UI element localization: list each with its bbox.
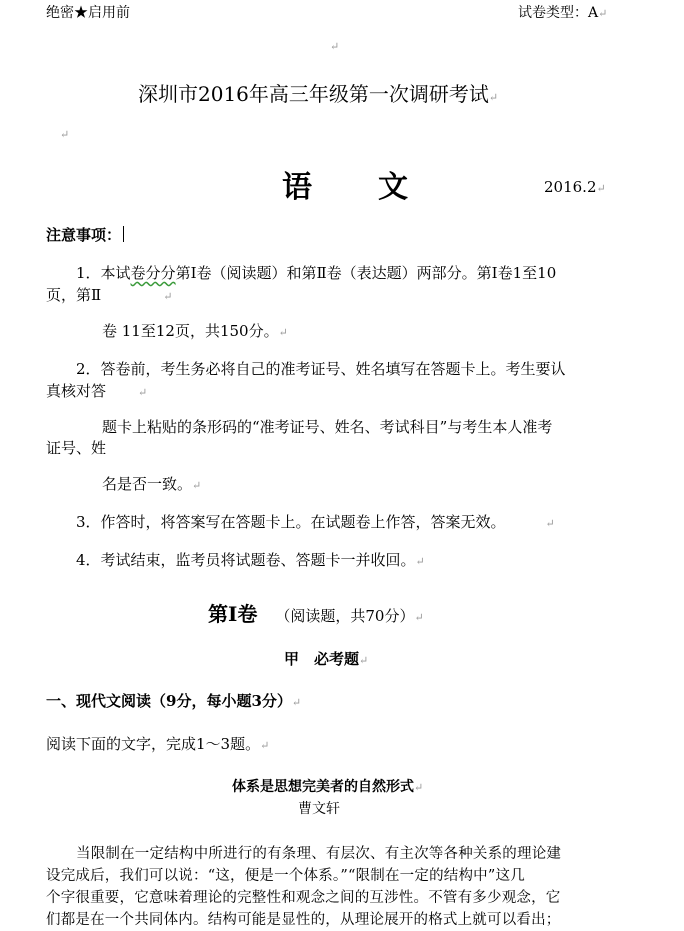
notice-heading — [46, 224, 124, 245]
paragraph-mark-icon: ↵ — [415, 555, 425, 568]
text-cursor — [123, 226, 124, 242]
notice-2-wrap: 真核对答 — [46, 382, 107, 400]
notice-2-line-5 — [102, 473, 201, 494]
article-title — [232, 776, 423, 796]
paragraph-mark-icon: ↵ — [545, 517, 555, 530]
notice-1-line-3 — [102, 320, 288, 341]
notice-1-tail: 第Ⅰ卷（阅读题）和第Ⅱ卷（表达题）两部分。第Ⅰ卷1至10 — [175, 264, 557, 282]
exam-date-text: 2016.2 — [544, 178, 597, 196]
notice-4 — [76, 549, 425, 570]
paragraph-mark-icon: ↵ — [414, 781, 424, 794]
paragraph-mark-icon: ↵ — [414, 611, 424, 624]
paragraph-mark-icon: ↵ — [291, 696, 302, 709]
notice-3-text: 3．作答时，将答案写在答题卡上。在试题卷上作答，答案无效。 — [76, 513, 506, 531]
article-title-text: 体系是思想完美者的自然形式 — [232, 779, 414, 795]
paragraph-mark-icon: ↵ — [330, 40, 340, 53]
paragraph-mark-icon: ↵ — [260, 739, 270, 752]
spelling-squiggle-text: 卷分分 — [130, 264, 176, 282]
paper-type-text: 试卷类型：A — [518, 5, 599, 21]
notice-1-head: 1．本试 — [76, 264, 131, 282]
question-1-heading — [46, 690, 301, 711]
reading-instruction — [46, 733, 269, 754]
notice-1-wrap: 页，第Ⅱ — [46, 286, 102, 304]
notice-1-line-2 — [46, 284, 172, 305]
notice-2-cont: 名是否一致。 — [102, 475, 193, 493]
exam-title-text: 深圳市2016年高三年级第一次调研考试 — [138, 82, 489, 106]
part-1-title — [208, 598, 424, 627]
notice-3 — [76, 511, 555, 532]
paragraph-mark-icon: ↵ — [596, 182, 606, 195]
notice-2-line-4: 证号、姓 — [46, 439, 107, 457]
exam-title — [138, 78, 498, 107]
paper-type-label — [518, 2, 607, 22]
article-author: 曹文轩 — [298, 801, 340, 817]
paragraph-mark-icon: ↵ — [192, 479, 202, 492]
notice-1-line-1 — [76, 262, 556, 283]
article-line-3: 个字很重要，它意味着理论的完整性和观念之间的互涉性。不管有多少观念，它 — [46, 890, 561, 906]
paragraph-mark-icon: ↵ — [359, 654, 369, 667]
paragraph-mark-icon: ↵ — [163, 290, 173, 303]
part-1-title-text: 第Ⅰ卷 — [208, 602, 258, 626]
part-1-subtitle: （阅读题，共70分） — [275, 607, 415, 625]
notice-heading-text: 注意事项： — [46, 226, 122, 244]
paragraph-mark-icon: ↵ — [488, 91, 499, 104]
subject-title: 语 文 — [282, 170, 410, 205]
section-heading-text: 甲 必考题 — [284, 650, 360, 668]
article-line-1: 当限制在一定结构中所进行的有条理、有层次、有主次等各种关系的理论建 — [76, 846, 562, 862]
exam-date — [544, 178, 606, 196]
confidential-label: 绝密★启用前 — [46, 5, 130, 21]
question-1-heading-text: 一、现代文阅读（9分，每小题3分） — [46, 692, 292, 710]
article-line-4: 们都是在一个共同体内。结构可能是显性的，从理论展开的格式上就可以看出； — [46, 912, 561, 928]
notice-1-cont: 卷 11至12页，共150分。 — [102, 322, 279, 340]
notice-4-text: 4．考试结束，监考员将试题卷、答题卡一并收回。 — [76, 551, 416, 569]
notice-2-line-1: 2．答卷前，考生务必将自己的准考证号、姓名填写在答题卡上。考生要认 — [76, 360, 566, 378]
paragraph-mark-icon: ↵ — [60, 128, 70, 141]
section-heading — [284, 648, 368, 669]
notice-2-line-3: 题卡上粘贴的条形码的“准考证号、姓名、考试科目”与考生本人准考 — [102, 418, 553, 436]
paragraph-mark-icon: ↵ — [138, 386, 148, 399]
paragraph-mark-icon: ↵ — [278, 326, 288, 339]
article-line-2: 设完成后，我们可以说：“这，便是一个体系。”“限制在一定的结构中”这几 — [46, 868, 525, 884]
reading-instruction-text: 阅读下面的文字，完成1～3题。 — [46, 735, 261, 753]
paragraph-mark-icon: ↵ — [598, 7, 608, 20]
notice-2-line-2 — [46, 380, 147, 401]
